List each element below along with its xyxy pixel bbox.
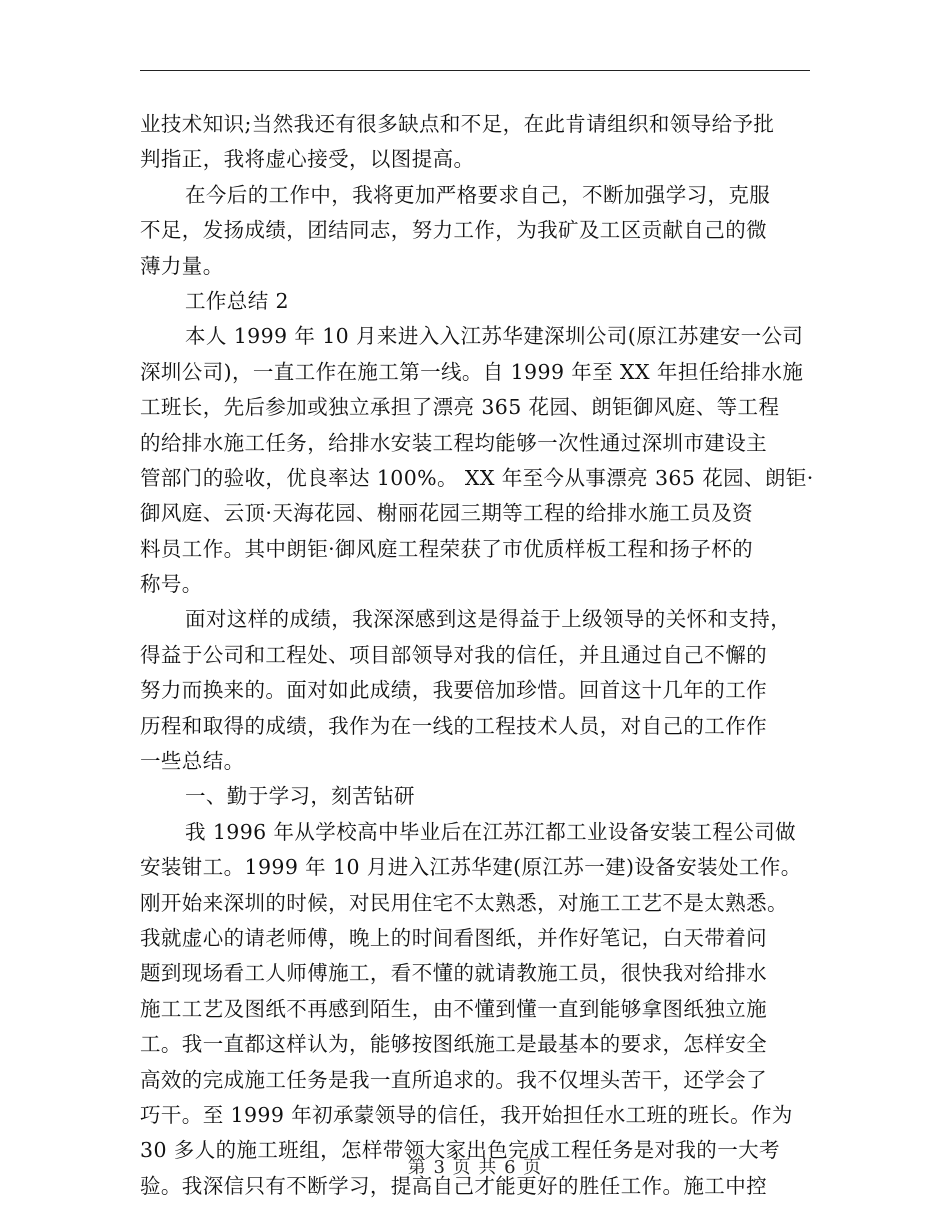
text-line: 判指正，我将虚心接受，以图提高。 xyxy=(140,147,475,172)
header-rule xyxy=(140,70,810,71)
text-line: 不足，发扬成绩，团结同志，努力工作，为我矿及工区贡献自己的微 xyxy=(140,218,767,243)
text-line: 料员工作。其中朗钜·御风庭工程荣获了市优质样板工程和扬子杯的 xyxy=(140,536,754,561)
text-line: 安装钳工。1999 年 10 月进入江苏华建(原江苏一建)设备安装处工作。 xyxy=(140,855,802,880)
text-line: 历程和取得的成绩，我作为在一线的工程技术人员，对自己的工作作 xyxy=(140,713,767,738)
text-line: 工作总结 2 xyxy=(185,288,289,313)
text-line: 御风庭、云顶·天海花园、榭丽花园三期等工程的给排水施工员及资 xyxy=(140,501,754,526)
text-line: 巧干。至 1999 年初承蒙领导的信任，我开始担任水工班的班长。作为 xyxy=(140,1102,793,1127)
text-line: 深圳公司)，一直工作在施工第一线。自 1999 年至 XX 年担任给排水施 xyxy=(140,359,804,384)
text-line: 的给排水施工任务，给排水安装工程均能够一次性通过深圳市建设主 xyxy=(140,430,767,455)
text-line: 本人 1999 年 10 月来进入入江苏华建深圳公司(原江苏建安一公司 xyxy=(185,324,804,349)
text-line: 薄力量。 xyxy=(140,253,224,278)
document-body xyxy=(140,107,814,1204)
text-line: 工班长，先后参加或独立承担了漂亮 365 花园、朗钜御风庭、等工程 xyxy=(140,395,780,420)
text-line: 管部门的验收，优良率达 100%。 XX 年至今从事漂亮 365 花园、朗钜· xyxy=(140,465,814,490)
text-line: 面对这样的成绩，我深深感到这是得益于上级领导的关怀和支持， xyxy=(185,607,792,632)
text-line: 刚开始来深圳的时候，对民用住宅不太熟悉，对施工工艺不是太熟悉。 xyxy=(140,890,788,915)
text-line: 施工工艺及图纸不再感到陌生，由不懂到懂一直到能够拿图纸独立施 xyxy=(140,996,767,1021)
text-line: 题到现场看工人师傅施工，看不懂的就请教施工员，很快我对给排水 xyxy=(140,961,767,986)
text-line: 一、勤于学习，刻苦钻研 xyxy=(185,784,415,809)
text-line: 我 1996 年从学校高中毕业后在江苏江都工业设备安装工程公司做 xyxy=(185,819,797,844)
text-line: 业技术知识;当然我还有很多缺点和不足，在此肯请组织和领导给予批 xyxy=(140,112,775,136)
text-line: 验。我深信只有不断学习，提高自己才能更好的胜任工作。施工中控 xyxy=(140,1173,767,1198)
text-line: 30 多人的施工班组，怎样带领大家出色完成工程任务是对我的一大考 xyxy=(140,1138,780,1163)
text-line: 一些总结。 xyxy=(140,749,245,774)
text-line: 高效的完成施工任务是我一直所追求的。我不仅埋头苦干，还学会了 xyxy=(140,1067,767,1092)
text-line: 努力而换来的。面对如此成绩，我要倍加珍惜。回首这十几年的工作 xyxy=(140,678,767,703)
page-number: 第 3 页 共 6 页 xyxy=(407,1157,543,1178)
text-line: 我就虚心的请老师傅，晚上的时间看图纸，并作好笔记，白天带着问 xyxy=(140,925,767,950)
text-line: 工。我一直都这样认为，能够按图纸施工是最基本的要求，怎样安全 xyxy=(140,1032,767,1057)
text-line: 在今后的工作中，我将更加严格要求自己，不断加强学习，克服 xyxy=(185,182,771,207)
text-line: 得益于公司和工程处、项目部领导对我的信任，并且通过自己不懈的 xyxy=(140,642,767,667)
text-line: 称号。 xyxy=(140,572,203,597)
